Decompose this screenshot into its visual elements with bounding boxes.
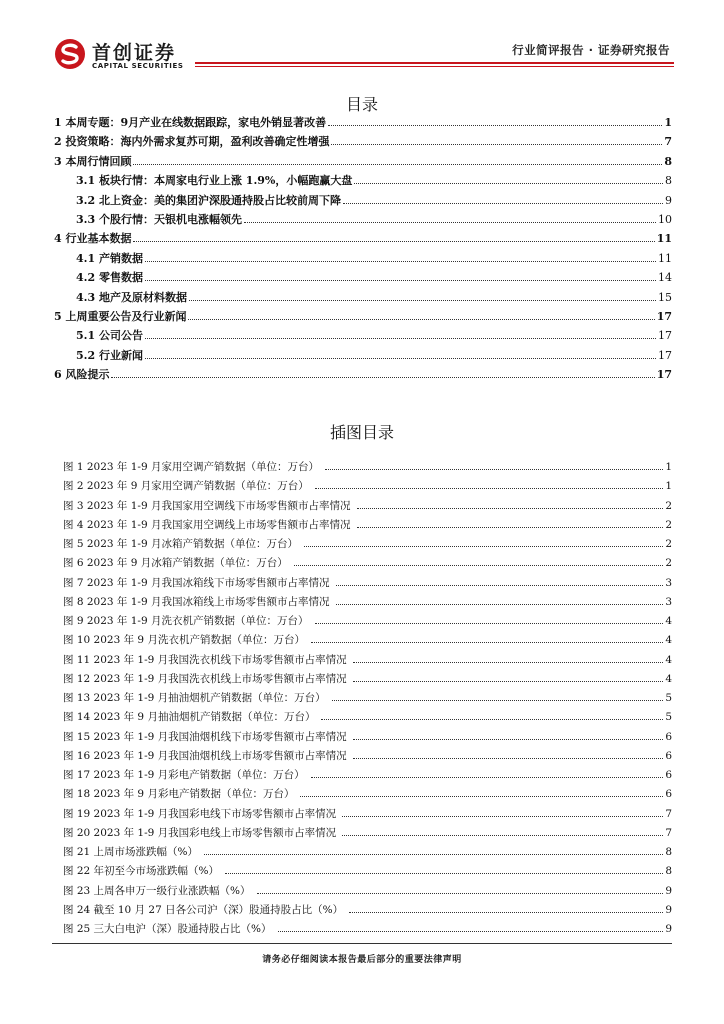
figure-item-text: 图 23 上周各申万一级行业涨跌幅（%） [63,884,251,897]
leader-dots [244,222,656,223]
leader-dots [332,700,664,701]
figure-item-page: 7 [665,807,672,820]
figure-item-page: 6 [665,730,672,743]
figure-item-page: 4 [665,653,672,666]
figure-item[interactable] [63,594,672,613]
toc-item-page: 15 [658,290,672,304]
figure-item-page: 9 [665,923,672,935]
figure-item[interactable] [63,652,672,671]
header-divider-thin [195,66,674,67]
figure-item-page: 4 [665,634,672,647]
figure-item-page: 3 [665,595,672,608]
leader-dots [145,358,656,359]
figure-item[interactable] [63,921,672,940]
leader-dots [321,719,663,720]
leader-dots [315,488,664,489]
toc-item-page: 17 [656,309,672,323]
table-of-contents [54,114,672,385]
figure-item[interactable] [63,729,672,748]
toc-subitem[interactable] [54,250,672,269]
toc-subitem[interactable] [54,347,672,366]
leader-dots [315,623,664,624]
toc-item-text: 3.3 个股行情：天银机电涨幅领先 [76,212,242,226]
toc-item-text: 3 本周行情回顾 [54,154,132,168]
figure-item-page: 4 [665,672,672,685]
toc-subitem[interactable] [54,327,672,346]
toc-item-page: 1 [664,116,672,129]
toc-item-text: 4 行业基本数据 [54,232,132,246]
figure-item[interactable] [63,613,672,632]
figure-item-text: 图 15 2023 年 1-9 月我国油烟机线下市场零售额市占率情况 [63,730,347,743]
leader-dots [328,125,662,126]
leader-dots [331,144,662,145]
toc-subitem[interactable] [54,269,672,288]
figure-item-page: 3 [665,576,672,589]
toc-item-text: 4.1 产销数据 [76,251,143,265]
leader-dots [188,319,654,320]
figure-item-text: 图 20 2023 年 1-9 月我国彩电线上市场零售额市占率情况 [63,826,337,839]
figure-item[interactable] [63,786,672,805]
capital-securities-logo-icon [54,38,86,70]
toc-item-page: 11 [656,232,672,246]
leader-dots [342,835,663,836]
figure-item[interactable] [63,767,672,786]
leader-dots [357,527,664,528]
figure-item-page: 2 [665,499,672,512]
toc-item[interactable] [54,133,672,152]
footer-divider [52,943,672,944]
figure-item[interactable] [63,806,672,825]
figure-item-text: 图 9 2023 年 1-9 月洗衣机产销数据（单位：万台） [63,615,309,627]
leader-dots [145,280,656,281]
leader-dots [294,565,664,566]
toc-item-text: 6 风险提示 [54,368,110,382]
figure-item-text: 图 10 2023 年 9 月洗衣机产销数据（单位：万台） [63,634,305,647]
toc-subitem[interactable] [54,289,672,308]
figure-item-text: 图 13 2023 年 1-9 月抽油烟机产销数据（单位：万台） [63,692,326,704]
header-divider [195,62,674,64]
figure-item-page: 1 [665,461,672,473]
leader-dots [357,508,664,509]
toc-item-page: 11 [658,251,672,265]
leader-dots [304,546,663,547]
toc-item-page: 10 [658,212,672,226]
toc-item-page: 17 [658,329,672,343]
figure-item-page: 8 [665,865,672,878]
figure-item-text: 图 8 2023 年 1-9 月我国冰箱线上市场零售额市占率情况 [63,595,330,608]
toc-item-page: 17 [658,348,672,362]
figure-item-text: 图 19 2023 年 1-9 月我国彩电线下市场零售额市占率情况 [63,807,337,820]
figure-item-text: 图 22 年初至今市场涨跌幅（%） [63,865,220,878]
leader-dots [311,777,664,778]
figure-item-page: 9 [665,903,672,916]
figure-item[interactable] [63,825,672,844]
leader-dots [342,816,663,817]
figure-item-page: 1 [665,480,672,493]
figure-item[interactable] [63,517,672,536]
figure-item-text: 图 17 2023 年 1-9 月彩电产销数据（单位：万台） [63,769,305,781]
figure-item-page: 9 [665,884,672,897]
toc-item-text: 3.1 板块行情：本周家电行业上涨 1.9%，小幅跑赢大盘 [76,174,353,188]
report-type-label: 行业简评报告 · 证券研究报告 [512,43,670,57]
figure-item[interactable] [63,575,672,594]
figure-item-text: 图 2 2023 年 9 月家用空调产销数据（单位：万台） [63,480,309,493]
figure-item-page: 2 [665,557,672,570]
toc-subitem[interactable] [54,192,672,211]
figure-item[interactable] [63,844,672,863]
figure-item-page: 6 [665,769,672,781]
figure-item-page: 6 [665,749,672,762]
figure-item-page: 7 [665,826,672,839]
leader-dots [145,261,656,262]
figure-item-text: 图 14 2023 年 9 月抽油烟机产销数据（单位：万台） [63,711,316,724]
toc-item[interactable] [54,230,672,249]
figure-item-page: 2 [665,518,672,531]
leader-dots [354,183,663,184]
figure-item-text: 图 11 2023 年 1-9 月我国洗衣机线下市场零售额市占率情况 [63,653,347,666]
leader-dots [325,469,663,470]
footer-disclaimer: 请务必仔细阅读本报告最后部分的重要法律声明 [262,955,462,965]
toc-item-page: 14 [658,271,672,285]
figure-item-text: 图 3 2023 年 1-9 月我国家用空调线下市场零售额市占率情况 [63,499,351,512]
figure-item[interactable] [63,459,672,478]
toc-item-text: 5 上周重要公告及行业新闻 [54,309,187,323]
figure-item[interactable] [63,690,672,709]
figure-item-text: 图 24 截至 10 月 27 日各公司沪（深）股通持股占比（%） [63,903,344,916]
figure-item[interactable] [63,883,672,902]
figure-item-text: 图 7 2023 年 1-9 月我国冰箱线下市场零售额市占率情况 [63,576,330,589]
toc-item[interactable] [54,114,672,133]
toc-title: 目录 [345,95,378,114]
figure-item[interactable] [63,709,672,728]
toc-item-page: 8 [664,154,672,168]
leader-dots [189,300,656,301]
figure-item[interactable] [63,536,672,555]
figure-item-text: 图 16 2023 年 1-9 月我国油烟机线上市场零售额市占率情况 [63,749,347,762]
figure-item-text: 图 6 2023 年 9 月冰箱产销数据（单位：万台） [63,557,288,570]
figure-item-page: 6 [665,788,672,801]
leader-dots [278,931,664,932]
leader-dots [133,241,654,242]
leader-dots [257,893,664,894]
leader-dots [225,873,663,874]
toc-item-text: 4.2 零售数据 [76,271,143,285]
leader-dots [343,203,663,204]
leader-dots [300,796,663,797]
figure-item-text: 图 5 2023 年 1-9 月冰箱产销数据（单位：万台） [63,538,298,550]
figure-item[interactable] [63,863,672,882]
toc-item-page: 9 [665,193,672,207]
page-header [0,0,724,80]
leader-dots [353,662,664,663]
toc-item-page: 8 [665,174,672,188]
toc-item-text: 5.1 公司公告 [76,329,143,343]
figure-item[interactable] [63,671,672,690]
toc-item[interactable] [54,153,672,172]
leader-dots [133,164,662,165]
leader-dots [353,681,664,682]
figure-list [63,459,672,940]
toc-item-text: 2 投资策略：海内外需求复苏可期，盈利改善确定性增强 [54,135,330,149]
toc-subitem[interactable] [54,211,672,230]
figure-item[interactable] [63,902,672,921]
leader-dots [311,642,663,643]
figure-list-title: 插图目录 [329,423,394,442]
figure-item[interactable] [63,555,672,574]
leader-dots [336,585,664,586]
toc-item-text: 5.2 行业新闻 [76,348,143,362]
figure-item-text: 图 4 2023 年 1-9 月我国家用空调线上市场零售额市占率情况 [63,518,351,531]
toc-item-text: 3.2 北上资金：美的集团沪深股通持股占比较前周下降 [76,193,341,207]
leader-dots [336,604,664,605]
figure-item-text: 图 25 三大白电沪（深）股通持股占比（%） [63,923,272,935]
figure-item-page: 2 [665,538,672,550]
logo-chinese-name: 首创证券 [92,42,177,64]
figure-item-page: 5 [665,692,672,704]
toc-item-page: 17 [656,368,672,382]
figure-item-page: 4 [665,615,672,627]
leader-dots [204,854,663,855]
figure-item-page: 5 [665,711,672,724]
figure-item-page: 8 [665,846,672,858]
leader-dots [353,739,664,740]
figure-item[interactable] [63,748,672,767]
figure-item-text: 图 1 2023 年 1-9 月家用空调产销数据（单位：万台） [63,461,319,473]
figure-item-text: 图 21 上周市场涨跌幅（%） [63,846,199,858]
toc-item-text: 4.3 地产及原材料数据 [76,290,187,304]
figure-item[interactable] [63,498,672,517]
toc-item[interactable] [54,366,672,385]
leader-dots [353,758,664,759]
logo-english-name: CAPITAL SECURITIES [92,62,184,70]
figure-item[interactable] [63,478,672,497]
toc-item-page: 7 [664,135,672,149]
leader-dots [111,377,654,378]
toc-item[interactable] [54,308,672,327]
leader-dots [349,912,663,913]
toc-subitem[interactable] [54,172,672,191]
figure-item-text: 图 12 2023 年 1-9 月我国洗衣机线上市场零售额市占率情况 [63,672,347,685]
leader-dots [145,338,656,339]
figure-item[interactable] [63,632,672,651]
figure-item-text: 图 18 2023 年 9 月彩电产销数据（单位：万台） [63,788,295,801]
toc-item-text: 1 本周专题：9月产业在线数据跟踪，家电外销显著改善 [54,116,327,129]
company-logo [54,38,194,74]
